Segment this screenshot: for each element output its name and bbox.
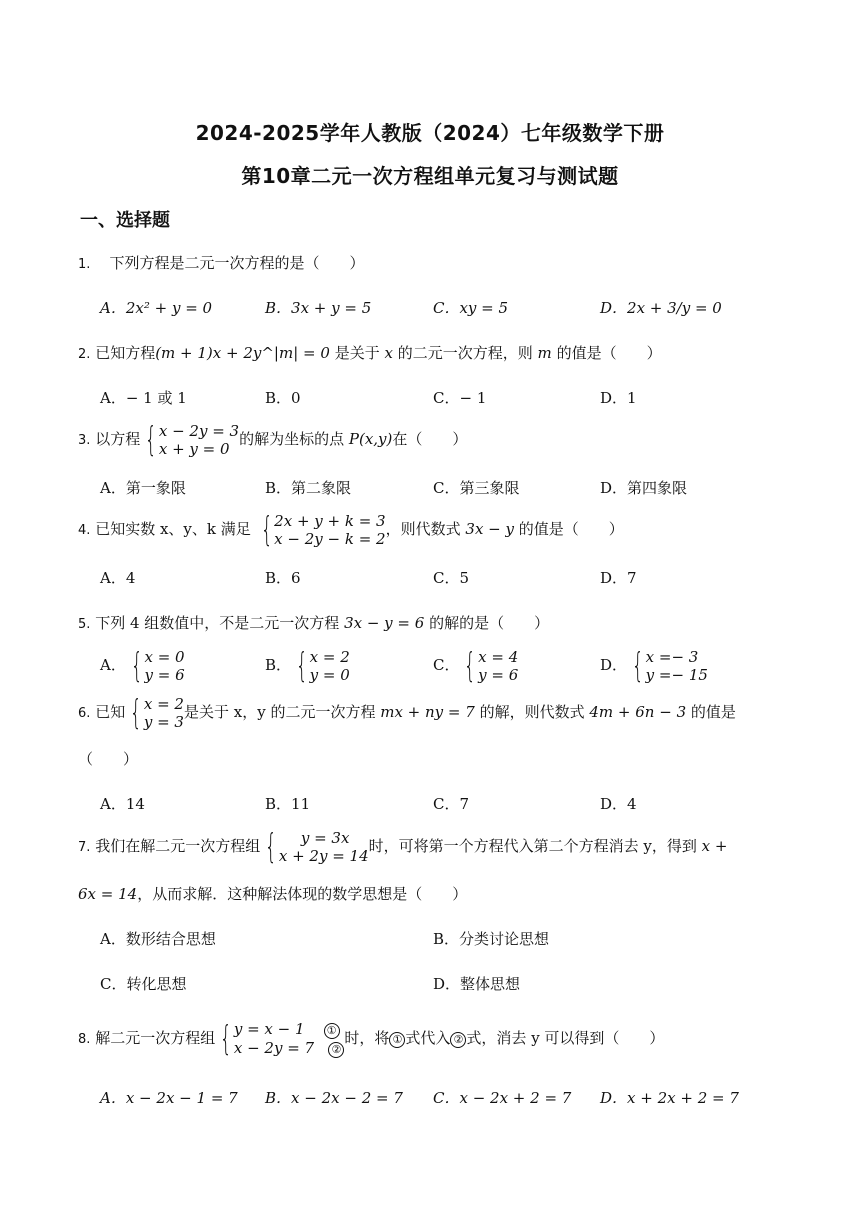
question-number: 8. [78,1032,91,1047]
option-c[interactable]: C．5 [433,569,470,587]
circled-two-icon: ② [328,1042,344,1058]
equation: mx + ny = 7 [380,703,475,721]
question-1 [78,252,365,273]
brace-icon: { [130,646,143,686]
equation: 3x − y = 6 [344,614,425,632]
system-line: y = 6 [144,666,185,684]
variable: x [384,344,393,362]
brace-icon: { [631,646,644,686]
question-3 [78,422,467,458]
question-4 [78,512,624,548]
equation-system [125,695,184,731]
question-7 [78,829,727,865]
question-number: 2. [78,347,91,362]
option-a[interactable]: A．14 [100,795,145,813]
brace-icon: { [145,420,157,460]
option-a[interactable]: A．4 [100,569,136,587]
equation: (m + 1)x + 2y^|m| = 0 [155,344,330,362]
question-number: 4. [78,523,91,538]
stem-text: 是关于 x，y 的二元一次方程 [183,703,376,721]
option-d[interactable]: D．整体思想 [433,975,521,993]
system-line [234,1020,345,1039]
system-line: y = 3x [300,829,350,847]
option-label: D． [600,656,628,674]
circled-one-icon: ① [389,1032,405,1048]
question-number: 7. [78,840,91,855]
stem-text: 式代入 [405,1029,451,1047]
option-b[interactable]: B．分类讨论思想 [433,930,550,948]
equation: 6x = 14 [78,885,138,903]
option-d[interactable]: D．7 [600,569,637,587]
stem-text: 以方程 [95,430,141,448]
question-6-paren: （ ） [78,750,139,768]
option-b[interactable] [265,648,350,684]
stem-text: 下列 4 组数值中，不是二元一次方程 [95,614,340,632]
expression: 3x − y [465,520,514,538]
option-d[interactable]: D．1 [600,389,637,407]
question-number: 3. [78,433,91,448]
option-c[interactable]: C．7 [433,795,470,813]
brace-icon: { [260,510,273,550]
options-5 [100,648,760,688]
system-line: x + 2y = 14 [278,847,369,865]
equation: x + [701,837,728,855]
system-line [234,1039,345,1058]
circled-one-icon: ① [324,1023,340,1039]
option-a[interactable]: A．− 1 或 1 [100,389,187,407]
options-8 [100,1087,760,1127]
options-3 [100,477,760,517]
option-b[interactable]: B．x − 2x − 2 = 7 [265,1089,403,1107]
question-7-cont [78,883,467,904]
option-d[interactable]: D．x + 2x + 2 = 7 [600,1089,739,1107]
option-b[interactable]: B．3x + y = 5 [265,299,372,317]
stem-text: 的值是（ ） [556,344,662,362]
stem-text: 的值是 [690,703,736,721]
title-line-2: 第10章二元一次方程组单元复习与测试题 [241,164,619,188]
option-c[interactable]: C．xy = 5 [433,299,509,317]
system-line: x = 0 [144,648,185,666]
options-7a [100,928,760,968]
option-c[interactable]: C．x − 2x + 2 = 7 [433,1089,572,1107]
brace-icon: { [220,1019,232,1059]
question-number: 1. [78,257,91,272]
system-line: x = 2 [143,695,184,713]
system-line: y = 6 [478,666,519,684]
stem-text: 式，消去 y 可以得到（ ） [466,1029,665,1047]
stem-text: ，则代数式 [385,520,461,538]
equation-system [140,422,239,458]
stem-text: 是关于 [334,344,380,362]
system-line: x =− 3 [645,648,699,666]
section-heading-choice: 一、选择题 [80,210,170,231]
system-line: y = 3 [143,713,184,731]
system-equation: y = x − 1 [233,1020,305,1038]
option-b[interactable]: B．0 [265,389,301,407]
title-line-1: 2024-2025学年人教版（2024）七年级数学下册 [195,121,665,145]
brace-icon: { [295,646,308,686]
options-1 [100,297,760,337]
question-6 [78,695,736,731]
stem-text: 解二元一次方程组 [95,1029,216,1047]
stem-text: 在（ ） [392,430,468,448]
system-line: y = 0 [309,666,350,684]
option-label: A． [100,656,126,674]
stem-text: 我们在解二元一次方程组 [95,837,261,855]
options-2 [100,387,760,427]
equation-system [256,512,386,548]
circled-two-icon: ② [450,1032,466,1048]
system-line: x − 2y − k = 2 [274,530,386,548]
option-c[interactable]: C．转化思想 [100,975,187,993]
option-c[interactable] [433,648,518,684]
options-6 [100,793,760,833]
option-a[interactable]: A．数形结合思想 [100,930,216,948]
option-d[interactable]: D．4 [600,795,637,813]
question-2 [78,342,662,363]
system-line: 2x + y + k = 3 [274,512,386,530]
option-a[interactable]: A．2x² + y = 0 [100,299,213,317]
stem-text: 已知方程 [95,344,156,362]
stem-text: 已知实数 x、y、k 满足 [95,520,251,538]
question-5 [78,612,549,633]
stem-text: ，从而求解．这种解法体现的数学思想是（ ） [137,885,468,903]
stem-text: 的解为坐标的点 [239,430,345,448]
question-number: 5. [78,617,91,632]
option-label: C． [433,656,460,674]
stem-text: 时，可将第一个方程代入第二个方程消去 y，得到 [368,837,697,855]
option-c[interactable]: C．第三象限 [433,479,520,497]
option-d[interactable]: D．第四象限 [600,479,688,497]
stem-text: 时，将 [344,1029,390,1047]
option-a[interactable]: A．x − 2x − 1 = 7 [100,1089,238,1107]
options-4 [100,567,760,607]
system-line: y =− 15 [645,666,708,684]
brace-icon: { [464,646,477,686]
option-label: B． [265,656,292,674]
question-8 [78,1020,664,1058]
equation-system [260,829,368,865]
options-7b [100,973,760,1013]
system-line: x = 4 [478,648,519,666]
option-c[interactable]: C．− 1 [433,389,487,407]
option-d[interactable] [600,648,708,684]
stem-text: 的解，则代数式 [479,703,585,721]
system-equation: x − 2y = 7 [233,1039,315,1057]
option-a[interactable] [100,648,185,684]
stem-text: 的值是（ ） [518,520,624,538]
equation-system [215,1020,344,1058]
brace-icon: { [265,827,277,867]
question-number: 6. [78,706,91,721]
brace-icon: { [130,693,142,733]
option-b[interactable]: B．6 [265,569,301,587]
option-b[interactable]: B．11 [265,795,311,813]
expression: 4m + 6n − 3 [589,703,687,721]
option-b[interactable]: B．第二象限 [265,479,352,497]
system-line: x + y = 0 [158,440,230,458]
stem-text: 已知 [95,703,126,721]
option-d[interactable]: D．2x + 3/y = 0 [600,299,722,317]
system-line: x = 2 [309,648,350,666]
variable: m [537,344,552,362]
system-line: x − 2y = 3 [158,422,240,440]
stem-text: 的二元一次方程，则 [397,344,533,362]
question-stem: 下列方程是二元一次方程的是（ ） [109,254,365,272]
point: P(x,y) [348,430,393,448]
option-a[interactable]: A．第一象限 [100,479,186,497]
stem-text: 的解的是（ ） [429,614,550,632]
